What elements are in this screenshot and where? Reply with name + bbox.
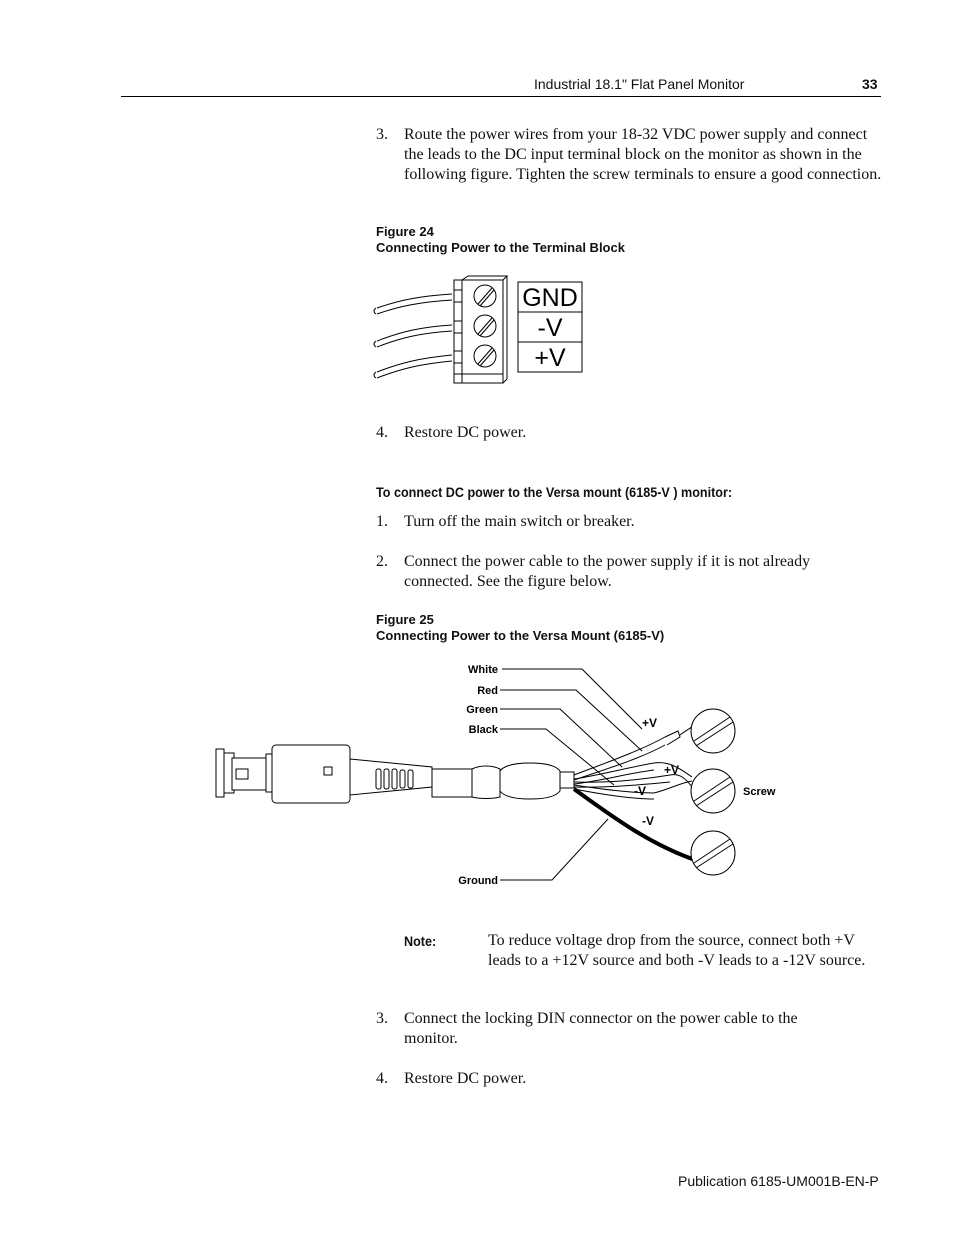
step-number: 2. <box>376 553 388 570</box>
terminal-label-neg: -V <box>537 314 563 342</box>
wire-label-white: White <box>468 664 498 676</box>
step-text: Restore DC power. <box>404 424 527 441</box>
screw-icon <box>474 345 496 367</box>
terminal-label-gnd: GND <box>522 284 578 312</box>
wire-label-green: Green <box>466 704 498 716</box>
step-number: 4. <box>376 1070 388 1087</box>
step-text: Turn off the main switch or breaker. <box>404 513 635 530</box>
terminal-block-diagram <box>370 272 590 387</box>
note-text: To reduce voltage drop from the source, connect both +V leads to a +12V source and both -V leads to a -12V source. <box>488 932 866 969</box>
wire-label-red: Red <box>477 685 498 697</box>
lead-label-pos-top: +V <box>642 716 658 730</box>
wire-label-ground: Ground <box>458 875 498 887</box>
terminal-label-pos: +V <box>534 344 566 372</box>
step-number: 4. <box>376 424 388 441</box>
screw-icon <box>474 285 496 307</box>
lead-label-pos-mid: +V <box>664 763 680 777</box>
step-number: 3. <box>376 126 388 143</box>
lead-label-neg-mid: -V <box>634 784 646 798</box>
step-turn-off <box>376 512 886 532</box>
figure-title: Connecting Power to the Terminal Block <box>376 240 625 255</box>
figure-24-caption <box>376 224 625 256</box>
step-connect-cable <box>376 552 886 592</box>
lead-label-neg-bot: -V <box>642 814 654 828</box>
step-connect-din <box>376 1009 886 1049</box>
figure-label: Figure 25 <box>376 612 434 627</box>
step-text: Route the power wires from your 18-32 VDC power supply and connect the leads to the DC input terminal block on the monitor as shown in the following figure. Tighten the screw terminals to ensure a good connection. <box>404 126 882 183</box>
step-number: 3. <box>376 1010 388 1027</box>
screw-icon <box>474 315 496 337</box>
note-label: Note: <box>404 933 437 949</box>
versa-mount-power-diagram <box>210 655 810 895</box>
screw-icon <box>691 769 735 813</box>
figure-title: Connecting Power to the Versa Mount (6185-V) <box>376 628 665 643</box>
step-number: 1. <box>376 513 388 530</box>
step-restore-power-2 <box>376 1069 886 1089</box>
wire-label-black: Black <box>468 724 498 736</box>
running-header-title: Industrial 18.1" Flat Panel Monitor <box>534 76 745 92</box>
screw-icon <box>691 709 735 753</box>
step-text: Restore DC power. <box>404 1070 527 1087</box>
step-text: Connect the power cable to the power supply if it is not already connected. See the figure below. <box>404 553 811 590</box>
step-restore-power <box>376 423 886 443</box>
screw-label: Screw <box>743 786 776 798</box>
header-rule <box>121 96 881 97</box>
figure-label: Figure 24 <box>376 224 434 239</box>
figure-25-caption <box>376 612 664 644</box>
step-text: Connect the locking DIN connector on the power cable to the monitor. <box>404 1010 798 1047</box>
section-subheading: To connect DC power to the Versa mount (6185-V ) monitor: <box>376 484 733 500</box>
step-route-wires <box>376 125 886 205</box>
publication-footer: Publication 6185-UM001B-EN-P <box>678 1173 879 1189</box>
screw-icon <box>691 831 735 875</box>
page-number: 33 <box>862 76 878 92</box>
din-connector <box>216 745 574 803</box>
